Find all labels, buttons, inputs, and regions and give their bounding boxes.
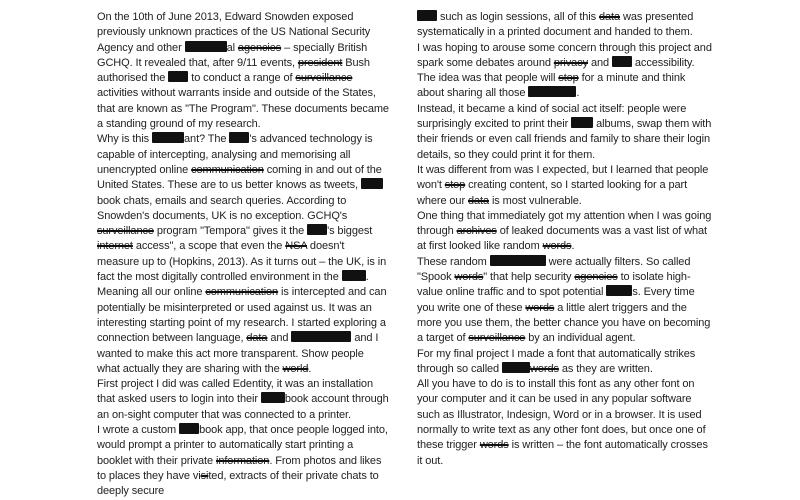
struck-word: president <box>297 56 343 69</box>
struck-word: si <box>200 469 209 482</box>
paragraph: All you have to do is to install this font as any other font on your computer and it can be used in any popular software such as Illustrator, Indesign, Word or in a browser. It is used normally to write text as any other font does, but once one of these trigger words is written – the font automatically crosses it out. <box>417 378 708 467</box>
struck-word: words <box>530 362 559 375</box>
struck-word: communication <box>205 286 279 299</box>
paragraph: For my final project I made a font that automatically strikes through so called words as they are written. <box>417 347 696 375</box>
paragraph: Meaning all our online communication is intercepted and can potentially be misinterpreted or used against us. It was an interesting starting point of my research. I started exploring a connection between language, data and and I wanted to make this act more transparent. Show people what actually they are sharing with the world. <box>97 286 387 375</box>
struck-word: world <box>282 362 309 375</box>
struck-word: privacy <box>553 56 588 69</box>
paragraph: These random were actually filters. So called "Spook words" that help security agencies to isolate high-value online traffic and to spot potential s. Every time you write one of these words a little alert triggers and the more you use them, the better chance you have on becoming a target of surveillance by an individual agent. <box>417 255 711 345</box>
paragraph: One thing that immediately got my attention when I was going through archives of leaked documents was a vast list of what at first looked like random words. <box>417 209 712 253</box>
redaction-bar <box>606 285 632 296</box>
left-text-column <box>97 10 389 500</box>
redaction-bar <box>185 41 227 52</box>
paragraph: I wrote a custom book app, that once people logged into, would prompt a printer to automatically start printing a booklet with their private information. From photos and likes to places they have visited, extracts of their private chats to deeply secure <box>97 424 388 498</box>
struck-word: stop <box>558 72 579 85</box>
redaction-bar <box>417 10 437 21</box>
paragraph: First project I did was called Edentity, it was an installation that asked users to login into their book account through an on-sight computer that was connected to a printer. <box>97 378 389 421</box>
struck-word: words <box>542 240 572 253</box>
redaction-bar <box>152 132 184 143</box>
paragraph: Instead, it became a kind of social act itself: people were surprisingly excited to print their albums, swap them with their friends or even call friends and family to share their login details, so they could print it for them. <box>417 102 712 161</box>
struck-word: agencies <box>574 271 618 284</box>
struck-word: words <box>479 439 509 452</box>
redaction-bar <box>168 71 188 82</box>
redaction-bar <box>342 270 366 281</box>
redaction-bar <box>261 392 285 403</box>
paragraph: On the 10th of June 2013, Edward Snowden exposed previously unknown practices of the US National Security Agency and other al agencies – specially British GCHQ. It revealed that, after 9/11 events, president Bush authorised the to conduct a range of surveillance activities without warrants inside and outside of the States, that are known as "The Program". These documents became a standing ground of my research. <box>97 11 389 131</box>
paragraph: I was hoping to arouse some concern through this project and spark some debates around privacy and accessibility. The idea was that people will stop for a minute and think about sharing all those . <box>417 41 712 100</box>
redaction-bar <box>612 56 632 67</box>
redaction-bar <box>528 86 576 97</box>
struck-word: NSA <box>285 240 307 253</box>
paragraph: Why is this ant? The 's advanced technology is capable of intercepting, analysing and memorising all unencrypted online communication coming in and out of the United States. These are to us better knows as tweets, book chats, emails and search queries. According to Snowden's documents, UK is no exception. GCHQ's surveillance program "Tempora" gives it the 's biggest internet access", a scope that even the NSA doesn't measure up to (Hopkins, 2013). As it turns out – the UK, is in fact the most digitally controlled environment in the . <box>97 133 387 284</box>
struck-word: data <box>467 194 489 207</box>
redaction-bar <box>179 423 199 434</box>
struck-word: agencies <box>237 41 282 54</box>
redaction-bar <box>502 362 530 373</box>
struck-word: data <box>246 332 268 345</box>
redaction-bar <box>229 132 249 143</box>
redaction-bar <box>307 224 327 235</box>
struck-word: data <box>599 11 621 23</box>
struck-word: communication <box>191 163 264 176</box>
struck-word: words <box>525 301 555 314</box>
redaction-bar <box>490 255 546 266</box>
struck-word: internet <box>97 240 133 253</box>
struck-word: stop <box>444 179 466 192</box>
redaction-bar <box>571 117 593 128</box>
redaction-bar <box>291 331 351 342</box>
struck-word: archives <box>456 225 497 238</box>
paragraph: It was different from was I expected, but I learned that people won't stop creating content, so I started looking for a part where our data is most vulnerable. <box>417 163 709 207</box>
right-text-column <box>417 10 714 469</box>
struck-word: surveillance <box>97 225 154 238</box>
redaction-bar <box>361 178 383 189</box>
struck-word: information <box>215 454 270 467</box>
struck-word: surveillance <box>468 332 526 345</box>
struck-word: words <box>454 271 484 284</box>
paragraph: such as login sessions, all of this data was presented systematically in a printed document and handed to them. <box>417 11 694 39</box>
struck-word: surveillance <box>295 72 353 85</box>
